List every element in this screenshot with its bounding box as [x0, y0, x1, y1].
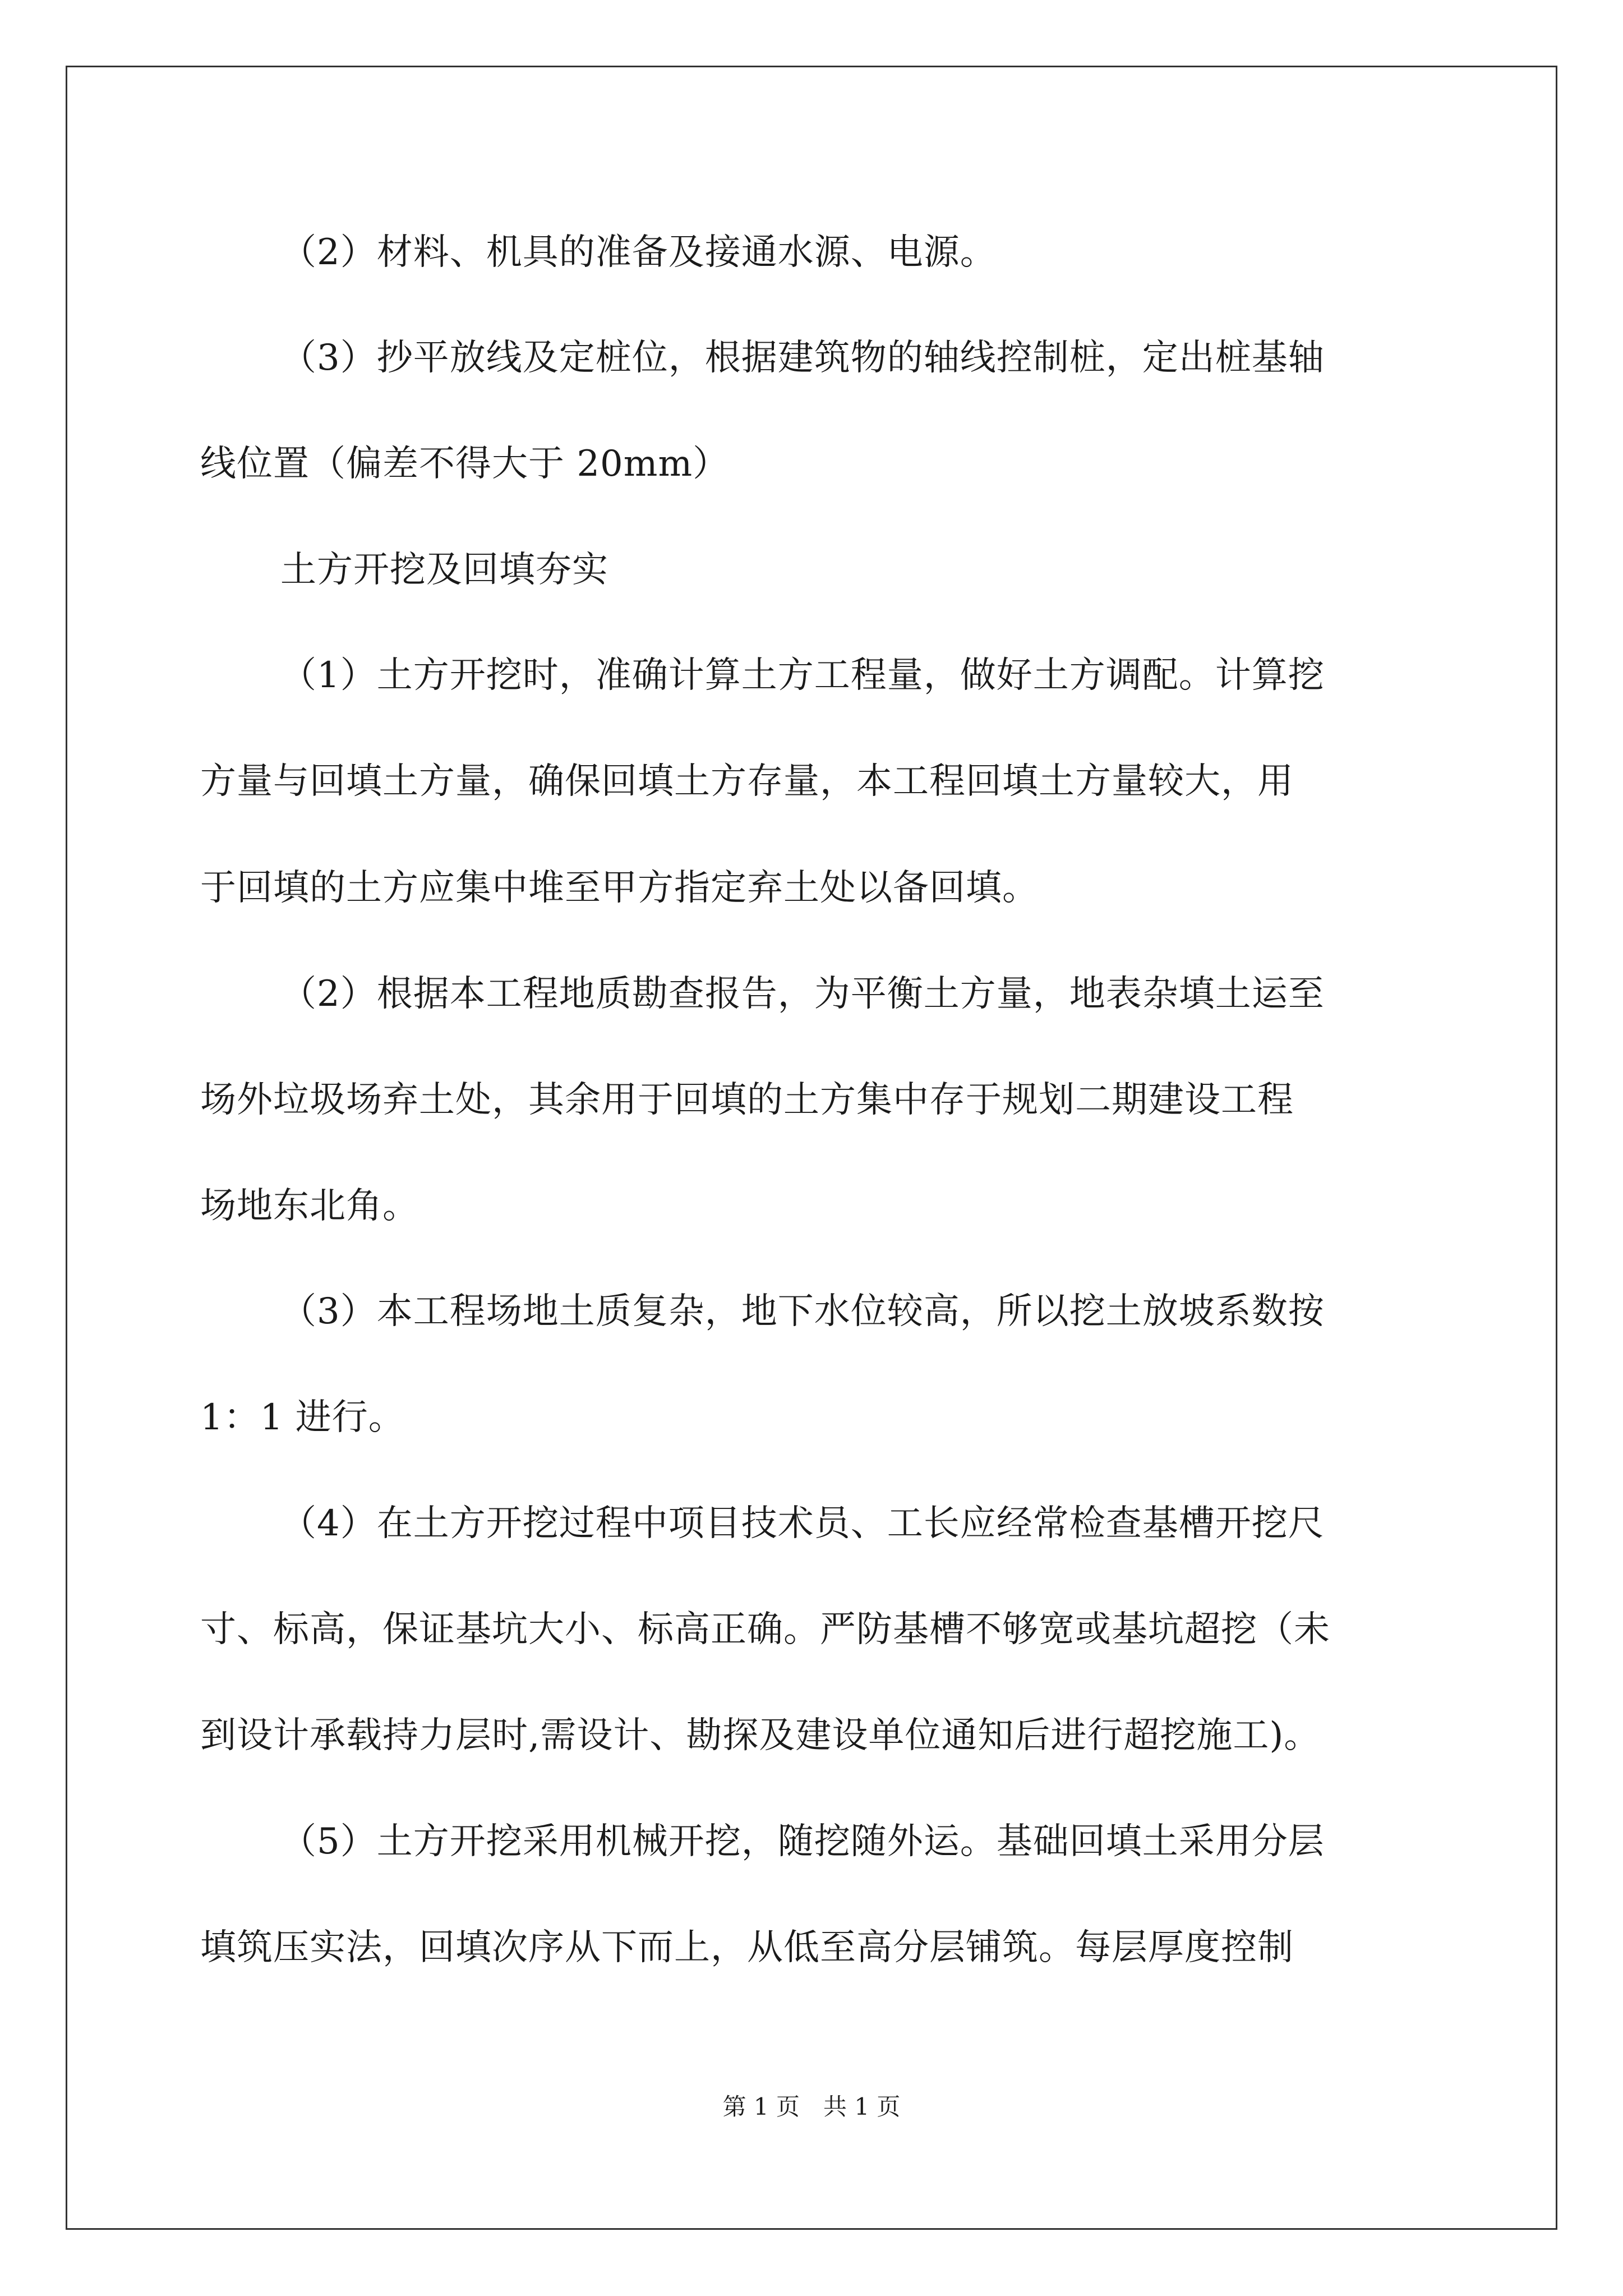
- paragraph-line: （1）土方开挖时，准确计算土方工程量，做好土方调配。计算挖: [280, 655, 1325, 696]
- paragraph-line: 寸、标高，保证基坑大小、标高正确。严防基槽不够宽或基坑超挖（未: [200, 1609, 1330, 1650]
- section-heading: 土方开挖及回填夯实: [280, 549, 608, 591]
- paragraph-line: 于回填的土方应集中堆至甲方指定弃土处以备回填。: [200, 867, 1039, 909]
- paragraph-line: （3）本工程场地土质复杂，地下水位较高，所以挖土放坡系数按: [280, 1291, 1325, 1332]
- paragraph-line: 到设计承载持力层时,需设计、勘探及建设单位通知后进行超挖施工)。: [200, 1715, 1321, 1756]
- page-border: [66, 66, 1557, 2230]
- paragraph-line: 场地东北角。: [200, 1185, 419, 1227]
- paragraph-line: （5）土方开挖采用机械开挖，随挖随外运。基础回填土采用分层: [280, 1821, 1325, 1862]
- paragraph-line: （3）抄平放线及定桩位，根据建筑物的轴线控制桩，定出桩基轴: [280, 337, 1325, 379]
- paragraph-line: 方量与回填土方量，确保回填土方存量，本工程回填土方量较大，用: [200, 761, 1294, 802]
- page-number-footer: 第 1 页 共 1 页: [722, 2093, 901, 2120]
- paragraph-line: 填筑压实法，回填次序从下而上，从低至高分层铺筑。每层厚度控制: [200, 1927, 1294, 1968]
- paragraph-line: （2）材料、机具的准备及接通水源、电源。: [280, 232, 997, 273]
- paragraph-line: 场外垃圾场弃土处，其余用于回填的土方集中存于规划二期建设工程: [200, 1079, 1294, 1121]
- paragraph-line: （4）在土方开挖过程中项目技术员、工长应经常检查基槽开挖尺: [280, 1503, 1325, 1544]
- paragraph-line: 线位置（偏差不得大于 20mm）: [200, 443, 730, 485]
- paragraph-line: 1：1 进行。: [200, 1397, 405, 1438]
- paragraph-line: （2）根据本工程地质勘查报告，为平衡土方量，地表杂填土运至: [280, 973, 1325, 1015]
